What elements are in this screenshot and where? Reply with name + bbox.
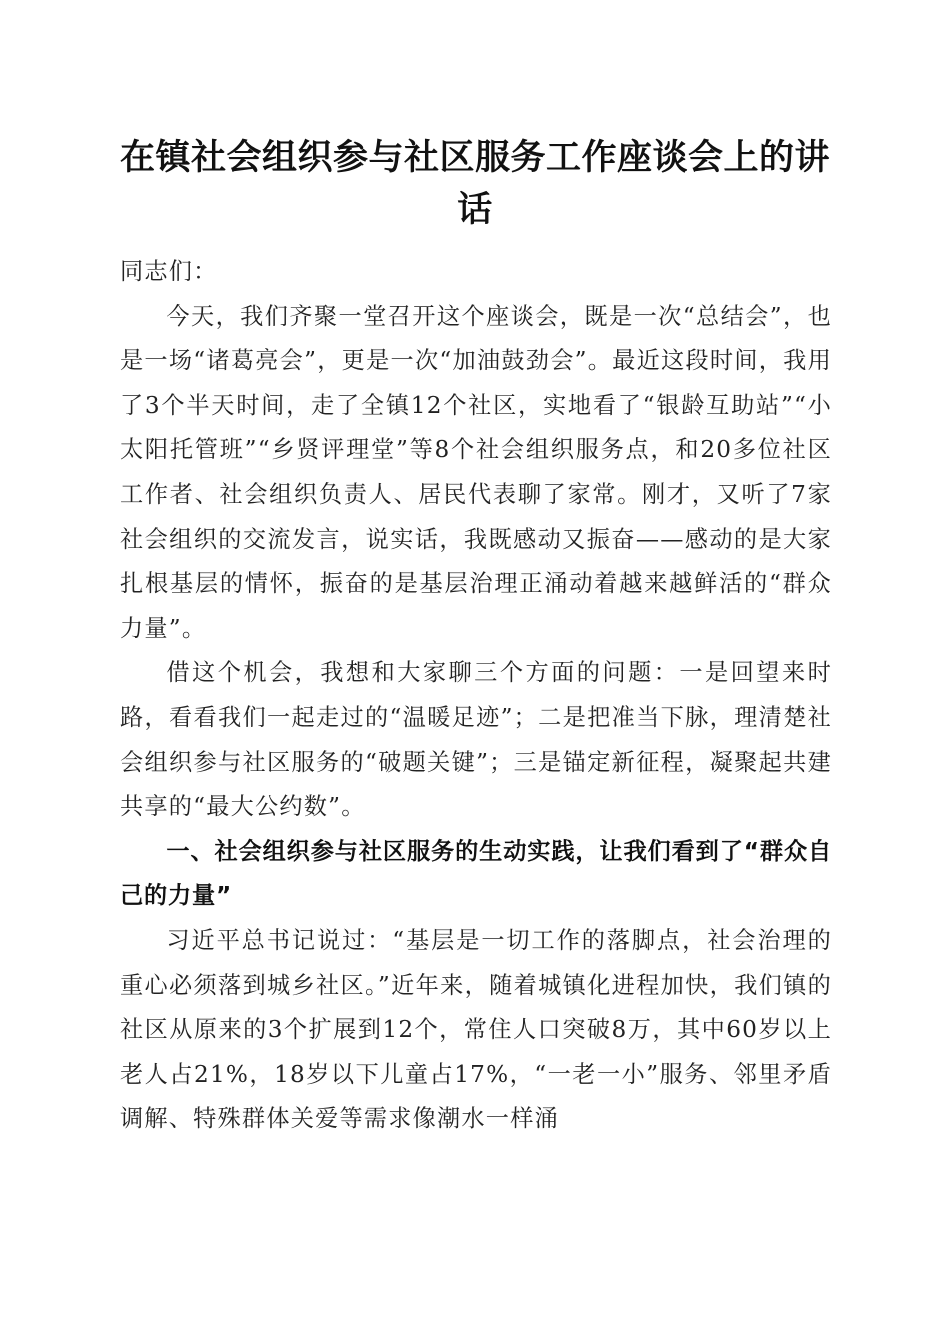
paragraph-1: 今天，我们齐聚一堂召开这个座谈会，既是一次“总结会”，也是一场“诸葛亮会”，更是一次“加油鼓劲会”。最近这段时间，我用了3个半天时间，走了全镇12个社区，实地看了“银龄互助站”“小太阳托管班”“乡贤评理堂”等8个社会组织服务点，和20多位社区工作者、社会组织负责人、居民代表聊了家常。刚才，又听了7家社会组织的交流发言，说实话，我既感动又振奋——感动的是大家扎根基层的情怀，振奋的是基层治理正涌动着越来越鲜活的“群众力量”。 [120,302,832,642]
document-title: 在镇社会组织参与社区服务工作座谈会上的讲话 [119,137,830,230]
section-heading-1: 一、社会组织参与社区服务的生动实践，让我们看到了“群众自己的力量” [120,837,832,910]
salutation: 同志们： [120,258,218,285]
document-body [120,250,832,1142]
paragraph-3: 习近平总书记说过：“基层是一切工作的落脚点，社会治理的重心必须落到城乡社区。”近年来，随着城镇化进程加快，我们镇的社区从原来的3个扩展到12个，常住人口突破8万，其中60岁以上老人占21%，18岁以下儿童占17%，“一老一小”服务、邻里矛盾调解、特殊群体关爱等需求像潮水一样涌 [120,926,832,1133]
paragraph-2: 借这个机会，我想和大家聊三个方面的问题：一是回望来时路，看看我们一起走过的“温暖足迹”；二是把准当下脉，理清楚社会组织参与社区服务的“破题关键”；三是锚定新征程，凝聚起共建共享的“最大公约数”。 [120,659,832,821]
